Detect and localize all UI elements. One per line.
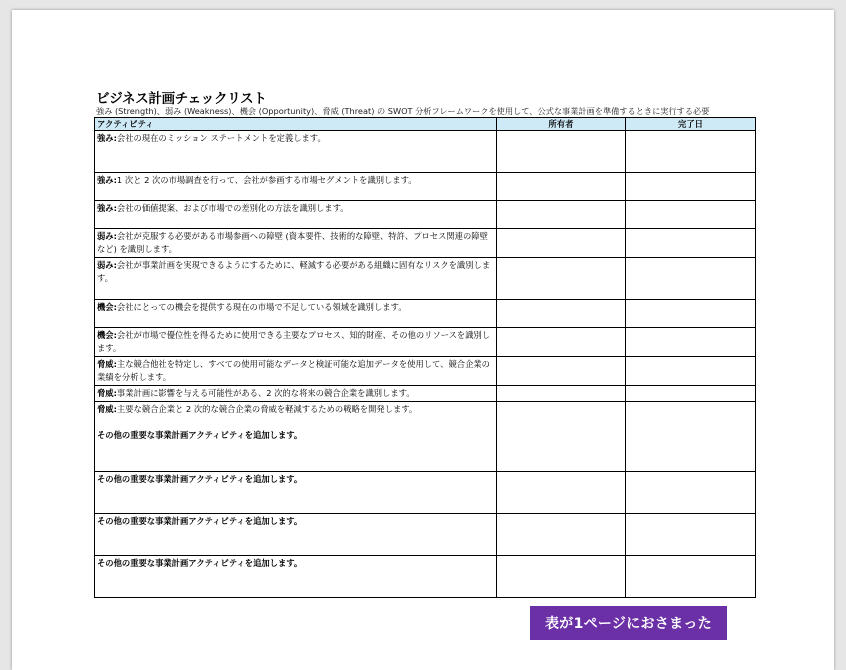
fit-to-page-badge: 表が1ページにおさまった	[530, 606, 727, 640]
header-activity: アクティビティ	[95, 118, 497, 131]
owner-cell[interactable]	[497, 386, 626, 402]
activity-text: その他の重要な事業計画アクティビティを追加します。	[97, 516, 303, 526]
activity-text: 主な競合他社を特定し、すべての使用可能なデータと検証可能な追加データを使用して、競合企業の業績を分析します。	[97, 359, 490, 382]
activity-text: その他の重要な事業計画アクティビティを追加します。	[97, 474, 303, 484]
activity-cell[interactable]	[95, 514, 497, 556]
activity-cell[interactable]	[95, 229, 497, 258]
date-cell[interactable]	[626, 472, 756, 514]
header-date: 完了日	[626, 118, 756, 131]
activity-cell[interactable]	[95, 258, 497, 300]
activity-cell[interactable]	[95, 328, 497, 357]
date-cell[interactable]	[626, 556, 756, 598]
activity-cell[interactable]	[95, 173, 497, 201]
activity-text: 会社が事業計画を実現できるようにするために、軽減する必要がある組織に固有なリスクを識別します。	[97, 260, 491, 283]
owner-cell[interactable]	[497, 357, 626, 386]
table-header-row	[95, 118, 756, 131]
activity-cell[interactable]	[95, 556, 497, 598]
date-cell[interactable]	[626, 258, 756, 300]
date-cell[interactable]	[626, 229, 756, 258]
category-label: 強み:	[97, 175, 117, 185]
owner-cell[interactable]	[497, 258, 626, 300]
table-row	[95, 229, 756, 258]
table-row	[95, 328, 756, 357]
table-row	[95, 556, 756, 598]
category-label: 弱み:	[97, 231, 117, 241]
activity-cell[interactable]	[95, 201, 497, 229]
date-cell[interactable]	[626, 328, 756, 357]
table-row	[95, 386, 756, 402]
owner-cell[interactable]	[497, 131, 626, 173]
category-label: 脅威:	[97, 404, 117, 414]
owner-cell[interactable]	[497, 556, 626, 598]
table-row	[95, 131, 756, 173]
owner-cell[interactable]	[497, 514, 626, 556]
category-label: 機会:	[97, 330, 117, 340]
activity-cell[interactable]	[95, 300, 497, 328]
table-row	[95, 357, 756, 386]
table-row	[95, 514, 756, 556]
activity-cell[interactable]	[95, 472, 497, 514]
page-title: ビジネス計画チェックリスト	[96, 91, 267, 107]
category-label: 脅威:	[97, 359, 117, 369]
category-label: 機会:	[97, 302, 117, 312]
owner-cell[interactable]	[497, 402, 626, 472]
owner-cell[interactable]	[497, 229, 626, 258]
activity-cell[interactable]	[95, 357, 497, 386]
activity-text: 会社が克服する必要がある市場参画への障壁 (資本要件、技術的な障壁、特許、プロセス関連の障壁など) を識別します。	[97, 231, 488, 254]
date-cell[interactable]	[626, 514, 756, 556]
table-row	[95, 300, 756, 328]
activity-text: 会社が市場で優位性を得るために使用できる主要なプロセス、知的財産、その他のリソースを識別します。	[97, 330, 491, 353]
table-row	[95, 402, 756, 472]
activity-text: その他の重要な事業計画アクティビティを追加します。	[97, 558, 303, 568]
date-cell[interactable]	[626, 201, 756, 229]
page-subtitle: 強み (Strength)、弱み (Weakness)、機会 (Opportunity)、脅威 (Threat) の SWOT 分析フレームワークを使用して、公式な事業計画を準備するときに実行する必要	[96, 106, 710, 116]
activity-text: 会社の価値提案、および市場での差別化の方法を識別します。	[116, 203, 349, 213]
category-label: 強み:	[97, 203, 117, 213]
owner-cell[interactable]	[497, 328, 626, 357]
category-label: 脅威:	[97, 388, 117, 398]
table-row	[95, 472, 756, 514]
activity-text: 1 次と 2 次の市場調査を行って、会社が参画する市場セグメントを識別します。	[116, 175, 417, 185]
owner-cell[interactable]	[497, 300, 626, 328]
table-row	[95, 201, 756, 229]
table-row	[95, 258, 756, 300]
table-row	[95, 173, 756, 201]
activity-text: 会社の現在のミッション ステートメントを定義します。	[116, 133, 326, 143]
category-label: 弱み:	[97, 260, 117, 270]
date-cell[interactable]	[626, 386, 756, 402]
checklist-table	[94, 117, 756, 598]
activity-text: 主要な競合企業と 2 次的な競合企業の脅威を軽減するための戦略を開発します。	[116, 404, 418, 414]
date-cell[interactable]	[626, 300, 756, 328]
date-cell[interactable]	[626, 357, 756, 386]
activity-cell[interactable]	[95, 386, 497, 402]
category-label: 強み:	[97, 133, 117, 143]
owner-cell[interactable]	[497, 173, 626, 201]
owner-cell[interactable]	[497, 472, 626, 514]
activity-text: 会社にとっての機会を提供する現在の市場で不足している領域を識別します。	[116, 302, 407, 312]
activity-text: 事業計画に影響を与える可能性がある、2 次的な将来の競合企業を識別します。	[116, 388, 415, 398]
date-cell[interactable]	[626, 402, 756, 472]
header-owner: 所有者	[497, 118, 626, 131]
date-cell[interactable]	[626, 131, 756, 173]
activity-cell[interactable]	[95, 131, 497, 173]
additional-activity-text: その他の重要な事業計画アクティビティを追加します。	[97, 430, 303, 440]
date-cell[interactable]	[626, 173, 756, 201]
activity-cell[interactable]	[95, 402, 497, 472]
owner-cell[interactable]	[497, 201, 626, 229]
